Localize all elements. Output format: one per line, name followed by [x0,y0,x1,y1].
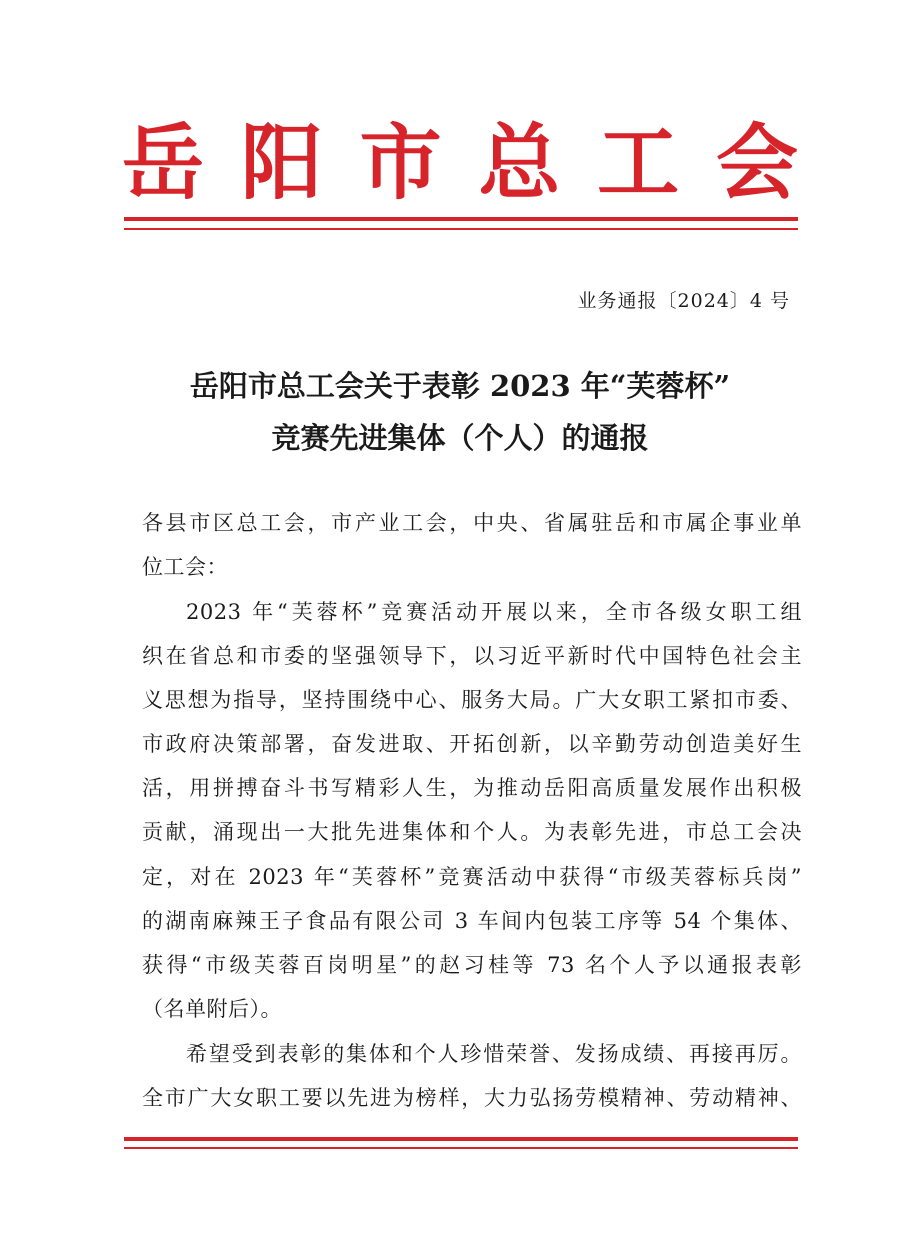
letterhead-divider-thin [124,228,798,230]
body-line: 2023 年“芙蓉杯”竞赛活动开展以来，全市各级女职工组 [186,600,802,624]
body-line: 市政府决策部署，奋发进取、开拓创新，以辛勤劳动创造美好生 [142,732,802,756]
body-line: 各县市区总工会，市产业工会，中央、省属驻岳和市属企事业单 [142,511,802,535]
body-line: 定，对在 2023 年“芙蓉杯”竞赛活动中获得“市级芙蓉标兵岗” [142,865,802,889]
letterhead-divider-thick [124,217,798,221]
letterhead-char: 阳 [240,115,323,211]
body-line: 织在省总和市委的坚强领导下，以习近平新时代中国特色社会主 [142,644,802,668]
letterhead-title [120,115,800,211]
document-title-line-2: 竞赛先进集体（个人）的通报 [271,421,649,455]
body-line: 全市广大女职工要以先进为榜样，大力弘扬劳模精神、劳动精神、 [142,1086,802,1110]
letterhead-char: 市 [359,115,442,211]
letterhead-char: 会 [715,115,798,211]
letterhead-char: 岳 [121,115,204,211]
body-line: 位工会： [142,555,228,579]
body-line: 希望受到表彰的集体和个人珍惜荣誉、发扬成绩、再接再厉。 [186,1042,802,1066]
document-number: 业务通报〔2024〕4 号 [577,290,790,312]
body-line: 贡献，涌现出一大批先进集体和个人。为表彰先进，市总工会决 [142,820,802,844]
letterhead-char: 工 [597,115,680,211]
body-line: 活，用拼搏奋斗书写精彩人生，为推动岳阳高质量发展作出积极 [142,776,802,800]
body-line: 义思想为指导，坚持围绕中心、服务大局。广大女职工紧扣市委、 [142,688,802,712]
document-title-line-1: 岳阳市总工会关于表彰 2023 年“芙蓉杯” [189,369,731,403]
letterhead-char: 总 [478,115,561,211]
body-line: 获得“市级芙蓉百岗明星”的赵习桂等 73 名个人予以通报表彰 [142,953,802,977]
footer-divider-thin [124,1147,798,1149]
body-line: 的湖南麻辣王子食品有限公司 3 车间内包装工序等 54 个集体、 [142,909,802,933]
footer-divider-thick [124,1137,798,1141]
body-line: （名单附后）。 [142,997,282,1021]
